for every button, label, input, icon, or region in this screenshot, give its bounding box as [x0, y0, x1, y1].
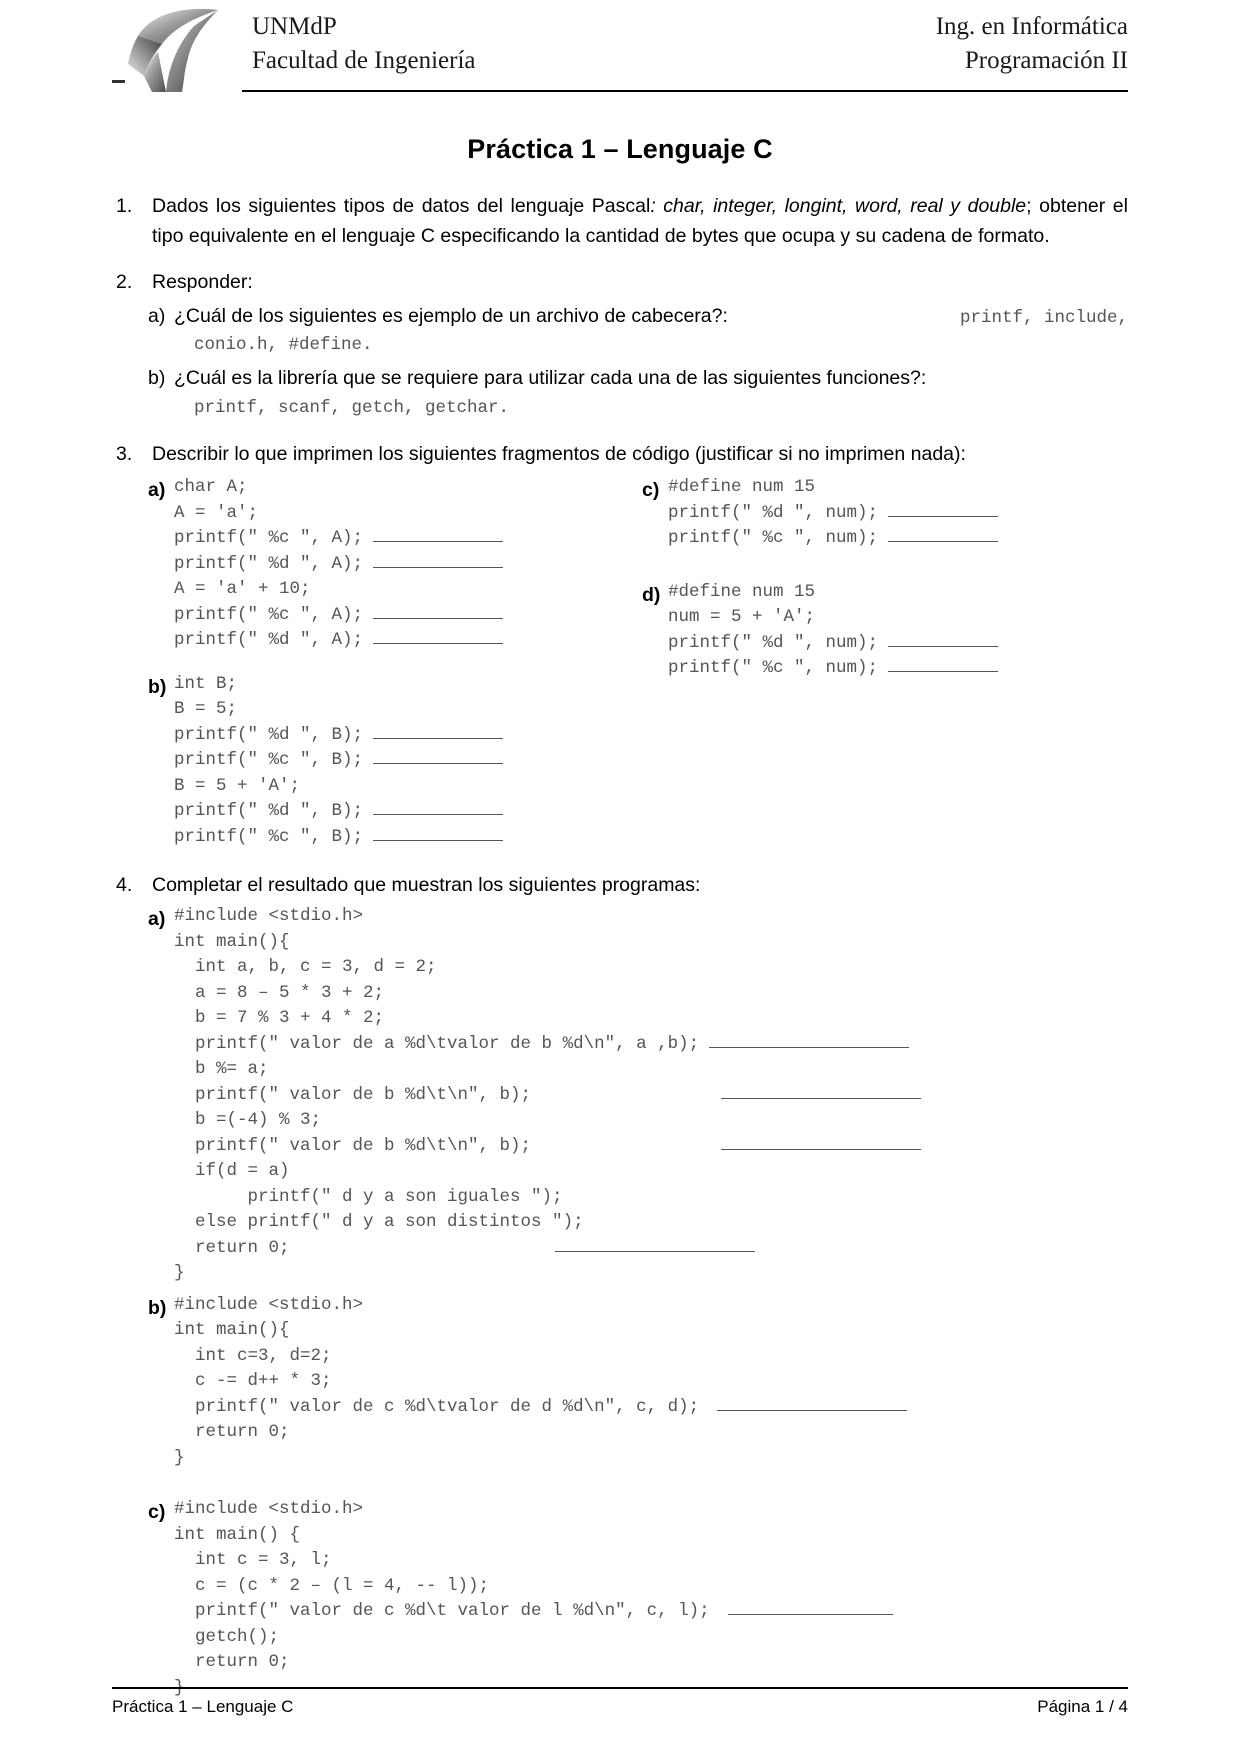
- code-text: #include <stdio.h>: [174, 1294, 364, 1315]
- code-line: [668, 475, 1128, 501]
- exercise-2b-body: [174, 363, 1128, 422]
- exercise-4-number: 4.: [116, 874, 133, 896]
- code-line: [668, 580, 1128, 606]
- exercise-3-item-a-code: [174, 475, 612, 654]
- code-text: printf(" %c ", A);: [174, 604, 364, 625]
- answer-blank[interactable]: [721, 1136, 921, 1150]
- exercise-1-text: [152, 191, 1128, 251]
- code-text: printf(" %c ", B);: [174, 826, 364, 847]
- code-text: return 0;: [174, 1652, 290, 1672]
- footer-divider: [112, 1687, 1128, 1689]
- exercise-1-part-1: : char, integer, longint, word, real y double: [650, 195, 1027, 217]
- code-line: [174, 1344, 1128, 1370]
- header-program: Ing. en Informática: [935, 13, 1128, 40]
- exercise-4-item-a: [112, 904, 1128, 1287]
- exercise-3-item-a: [112, 475, 612, 654]
- answer-blank[interactable]: [555, 1238, 755, 1252]
- code-text: #define num 15: [668, 581, 816, 602]
- exercise-3-item-d-code: [668, 580, 1128, 682]
- code-text: c = (c * 2 – (l = 4, -- l));: [174, 1575, 490, 1596]
- code-text: num = 5 + 'A';: [668, 607, 816, 627]
- exercise-2a: [112, 301, 1128, 359]
- code-text: getch();: [174, 1626, 280, 1647]
- code-text: else printf(" d y a son distintos ");: [174, 1212, 584, 1232]
- exercise-2a-code-tail: printf, include,: [959, 308, 1128, 328]
- code-text: int c = 3, l;: [174, 1550, 332, 1570]
- code-text: if(d = a): [174, 1161, 290, 1181]
- exercise-3-columns: [112, 471, 1128, 850]
- code-text: printf(" %d ", A);: [174, 630, 364, 650]
- code-text: printf(" d y a son iguales ");: [174, 1186, 563, 1207]
- code-text: #include <stdio.h>: [174, 906, 364, 926]
- page-header: [112, 0, 1128, 102]
- code-line: [174, 552, 612, 578]
- code-line: [174, 1420, 1128, 1446]
- code-line: [174, 1318, 1128, 1344]
- code-line: [174, 930, 1128, 956]
- code-line: [174, 1625, 1128, 1651]
- answer-blank[interactable]: [373, 827, 503, 841]
- answer-blank[interactable]: [728, 1601, 893, 1615]
- code-text: printf(" %d ", B);: [174, 801, 364, 821]
- exercise-2a-letter: a): [148, 305, 166, 327]
- header-course: Programación II: [964, 47, 1128, 74]
- code-line: [174, 1497, 1128, 1523]
- exercise-3-item-c: [642, 475, 1128, 552]
- answer-blank[interactable]: [373, 750, 503, 764]
- code-text: int main(){: [174, 931, 290, 952]
- answer-blank[interactable]: [888, 633, 998, 647]
- answer-blank[interactable]: [373, 554, 503, 568]
- header-divider: [242, 90, 1128, 92]
- footer-page-number: Página 1 / 4: [1037, 1697, 1128, 1716]
- exercise-2-text: Responder:: [152, 271, 253, 293]
- exercise-2a-question: ¿Cuál de los siguientes es ejemplo de un archivo de cabecera?:: [174, 305, 728, 327]
- exercise-3-text: Describir lo que imprimen los siguientes fragmentos de código (justificar si no imprimen nada):: [152, 443, 966, 465]
- code-text: int main(){: [174, 1320, 290, 1340]
- answer-blank[interactable]: [373, 630, 503, 644]
- code-line: [668, 605, 1128, 631]
- code-line: [174, 955, 1128, 981]
- code-text: printf(" valor de c %d\tvalor de d %d\n", c, d);: [174, 1396, 700, 1417]
- code-text: A = 'a';: [174, 502, 259, 523]
- code-text: #include <stdio.h>: [174, 1499, 364, 1519]
- exercise-4-item-b-code: [174, 1293, 1128, 1472]
- exercise-1-part-0: Dados los siguientes tipos de datos del lenguaje Pascal: [152, 195, 651, 217]
- code-line: [174, 1395, 1128, 1421]
- code-text: char A;: [174, 477, 248, 497]
- exercise-2b-question: ¿Cuál es la librería que se requiere para utilizar cada una de las siguientes funciones?:: [174, 366, 927, 389]
- page-title: Práctica 1 – Lenguaje C: [467, 134, 773, 164]
- code-text: printf(" %d ", A);: [174, 553, 364, 574]
- code-text: printf(" %c ", num);: [668, 528, 879, 548]
- code-text: B = 5 + 'A';: [174, 775, 301, 796]
- exercise-3-item-d: [642, 580, 1128, 682]
- exercise-3-item-c-code: [668, 475, 1128, 552]
- code-text: B = 5;: [174, 699, 238, 719]
- exercise-2a-code: conio.h, #define.: [194, 335, 373, 355]
- code-text: }: [174, 1263, 185, 1283]
- code-text: }: [174, 1677, 185, 1698]
- exercise-2b-letter: b): [148, 366, 166, 389]
- exercise-1-part-2: ; obtener el tipo equivalente en el lenguaje C especificando la cantidad de bytes que ocupa y su cadena de formato.: [152, 195, 1128, 247]
- exercise-4-text: Completar el resultado que muestran los siguientes programas:: [152, 874, 701, 896]
- code-text: b = 7 % 3 + 4 * 2;: [174, 1008, 385, 1028]
- code-line: [174, 1159, 1128, 1185]
- code-line: [174, 1599, 1128, 1625]
- code-line: [174, 1083, 1128, 1109]
- exercise-1: [112, 191, 1128, 251]
- code-line: [668, 501, 1128, 527]
- code-line: [174, 1057, 1128, 1083]
- code-line: [668, 656, 1128, 682]
- answer-blank[interactable]: [709, 1034, 909, 1048]
- code-line: [174, 1523, 1128, 1549]
- code-text: printf(" valor de b %d\t\n", b);: [174, 1135, 532, 1156]
- code-line: [174, 603, 612, 629]
- exercise-4-blocks: [112, 904, 1128, 1701]
- code-text: printf(" valor de b %d\t\n", b);: [174, 1084, 532, 1105]
- code-line: [174, 1650, 1128, 1676]
- code-text: printf(" %d ", num);: [668, 632, 879, 653]
- answer-blank[interactable]: [717, 1397, 907, 1411]
- exercise-4-item-b: [112, 1293, 1128, 1472]
- exercise-3-item-b: [112, 672, 612, 851]
- code-line: [174, 1236, 1128, 1262]
- code-line: [174, 748, 612, 774]
- code-text: return 0;: [174, 1237, 290, 1258]
- code-text: printf(" %c ", num);: [668, 658, 879, 678]
- code-line: [174, 526, 612, 552]
- answer-blank[interactable]: [721, 1085, 921, 1099]
- code-text: int main() {: [174, 1524, 301, 1545]
- code-text: return 0;: [174, 1422, 290, 1442]
- exercise-4: [112, 870, 1128, 900]
- answer-blank[interactable]: [888, 503, 998, 517]
- code-text: printf(" %d ", num);: [668, 502, 879, 523]
- code-line: [174, 981, 1128, 1007]
- exercise-3-right-column: [612, 471, 1128, 850]
- code-line: [174, 774, 612, 800]
- answer-blank[interactable]: [888, 528, 998, 542]
- code-text: int B;: [174, 673, 238, 694]
- code-text: printf(" valor de c %d\t valor de l %d\n", c, l);: [174, 1601, 710, 1621]
- header-institution: UNMdP: [252, 13, 337, 40]
- code-line: [174, 723, 612, 749]
- exercise-4-item-c: [112, 1497, 1128, 1701]
- exercise-3-number: 3.: [116, 443, 133, 465]
- code-text: b =(-4) % 3;: [174, 1110, 322, 1130]
- code-text: printf(" %d ", B);: [174, 724, 364, 745]
- answer-blank[interactable]: [373, 528, 503, 542]
- code-text: b %= a;: [174, 1059, 269, 1079]
- code-line: [174, 1210, 1128, 1236]
- page-footer: [112, 1687, 1128, 1719]
- exercise-2b: [112, 363, 1128, 422]
- code-line: [174, 904, 1128, 930]
- code-text: int a, b, c = 3, d = 2;: [174, 957, 437, 977]
- answer-blank[interactable]: [373, 605, 503, 619]
- code-line: [174, 799, 612, 825]
- exercise-1-number: 1.: [116, 195, 133, 217]
- code-line: [174, 1446, 1128, 1472]
- code-line: [174, 628, 612, 654]
- answer-blank[interactable]: [373, 801, 503, 815]
- answer-blank[interactable]: [888, 658, 998, 672]
- code-line: [174, 1261, 1128, 1287]
- code-line: [174, 1369, 1128, 1395]
- code-line: [174, 672, 612, 698]
- code-line: [668, 631, 1128, 657]
- exercise-3: [112, 439, 1128, 469]
- code-line: [174, 1032, 1128, 1058]
- exercise-3-item-a-letter: a): [148, 479, 166, 501]
- header-faculty: Facultad de Ingeniería: [252, 47, 476, 74]
- exercise-4-item-c-code: [174, 1497, 1128, 1701]
- exercise-3-item-c-letter: c): [642, 479, 660, 501]
- code-line: [174, 1293, 1128, 1319]
- code-text: int c=3, d=2;: [174, 1345, 332, 1366]
- answer-blank[interactable]: [373, 725, 503, 739]
- exercise-2-number: 2.: [116, 271, 133, 293]
- code-text: printf(" valor de a %d\tvalor de b %d\n", a ,b);: [174, 1033, 700, 1054]
- code-text: printf(" %c ", A);: [174, 528, 364, 548]
- code-text: A = 'a' + 10;: [174, 579, 311, 599]
- code-line: [174, 1134, 1128, 1160]
- code-text: printf(" %c ", B);: [174, 750, 364, 770]
- exercise-4-item-c-letter: c): [148, 1501, 166, 1523]
- exercise-3-item-b-letter: b): [148, 675, 167, 698]
- code-text: c -= d++ * 3;: [174, 1371, 332, 1391]
- exercise-4-item-a-code: [174, 904, 1128, 1287]
- code-text: a = 8 – 5 * 3 + 2;: [174, 982, 385, 1003]
- code-line: [174, 1108, 1128, 1134]
- code-line: [174, 697, 612, 723]
- exercise-2b-code: printf, scanf, getch, getchar.: [194, 397, 510, 418]
- footer-title: Práctica 1 – Lenguaje C: [112, 1697, 294, 1716]
- code-line: [174, 1574, 1128, 1600]
- code-line: [174, 825, 612, 851]
- unmdp-logo-icon: [122, 6, 242, 92]
- code-line: [174, 1006, 1128, 1032]
- exercise-4-item-a-letter: a): [148, 908, 166, 930]
- code-line: [668, 526, 1128, 552]
- code-line: [174, 1185, 1128, 1211]
- code-text: #define num 15: [668, 477, 816, 497]
- exercise-4-item-b-letter: b): [148, 1296, 167, 1319]
- exercise-2: [112, 267, 1128, 297]
- exercise-3-item-b-code: [174, 672, 612, 851]
- exercise-2a-body: [174, 301, 1128, 359]
- code-line: [174, 577, 612, 603]
- code-line: [174, 501, 612, 527]
- exercise-3-item-d-letter: d): [642, 583, 661, 606]
- exercise-3-left-column: [112, 471, 612, 850]
- code-line: [174, 1548, 1128, 1574]
- code-line: [174, 475, 612, 501]
- code-text: }: [174, 1447, 185, 1468]
